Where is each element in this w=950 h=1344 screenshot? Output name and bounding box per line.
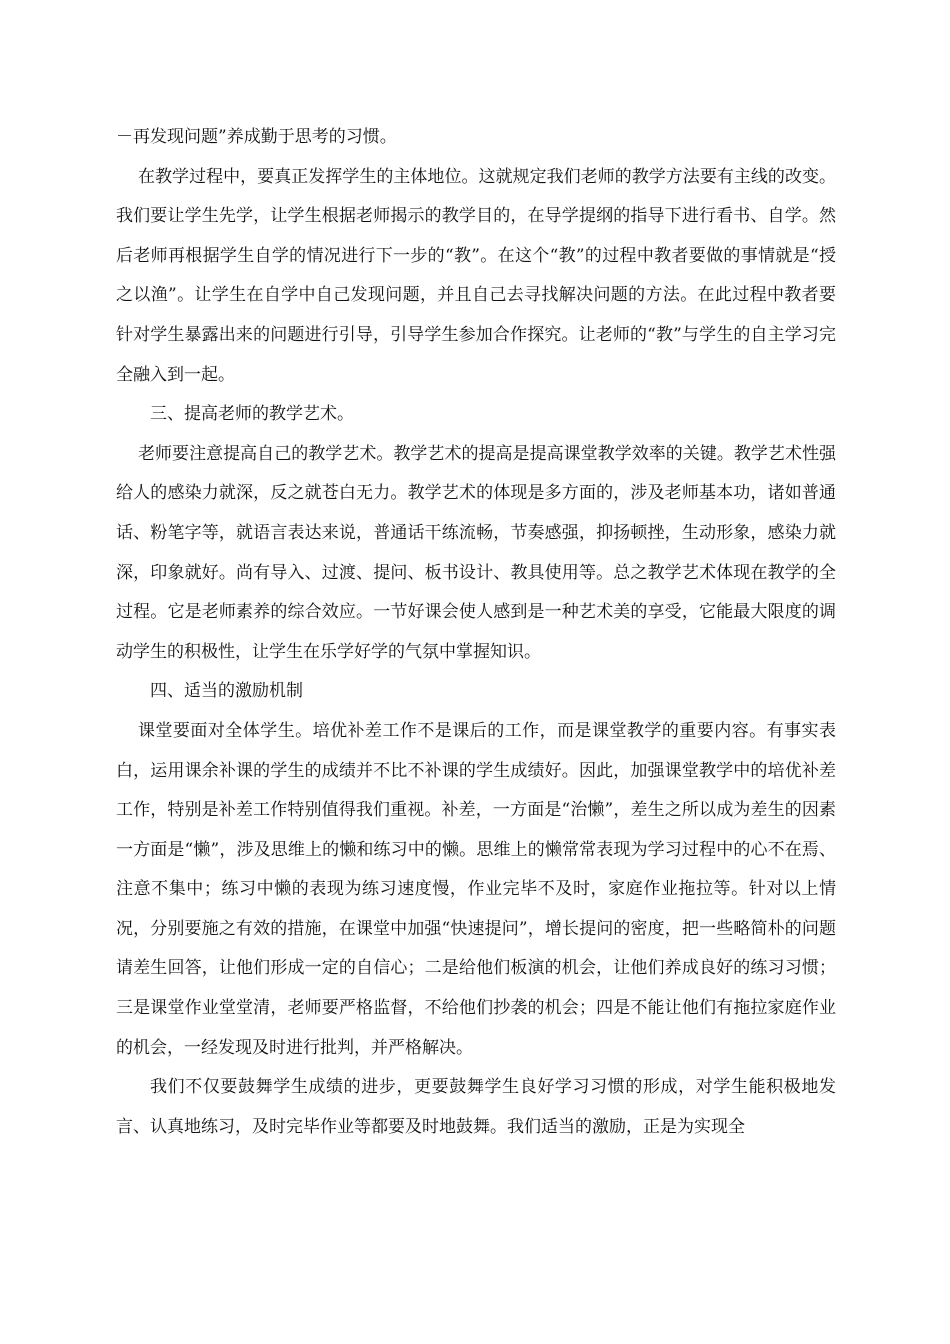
section-heading-incentive: 四、适当的激励机制 [150, 681, 303, 702]
paragraph-remedial-work: 课堂要面对全体学生。培优补差工作不是课后的工作，而是课堂教学的重要内容。有事实表白，运用课余补课的学生的成绩并不比不补课的学生成绩好。因此，加强课堂教学中的培优补差工作，特别是补差工作特别值得我们重视。补差，一方面是“治懒”，差生之所以成为差生的因素一方面是“懒”，涉及思维上的懒和练习中的懒。思维上的懒常常表现为学习过程中的心不在焉、注意不集中；练习中懒的表现为练习速度慢，作业完毕不及时，家庭作业拖拉等。针对以上情况，分别要施之有效的措施，在课堂中加强“快速提问”，增长提问的密度，把一些略简朴的问题请差生回答，让他们形成一定的自信心；二是给他们板演的机会，让他们养成良好的练习习惯；三是课堂作业堂堂清，老师要严格监督，不给他们抄袭的机会；四是不能让他们有拖拉家庭作业的机会，一经发现及时进行批判，并严格解决。 [116, 720, 836, 1058]
paragraph-encouragement: 我们不仅要鼓舞学生成绩的进步，更要鼓舞学生良好学习习惯的形成，对学生能积极地发言、认真地练习，及时完毕作业等都要及时地鼓舞。我们适当的激励，正是为实现全 [116, 1077, 836, 1137]
paragraph-teaching-art: 老师要注意提高自己的教学艺术。教学艺术的提高是提高课堂教学效率的关键。教学艺术性强给人的感染力就深，反之就苍白无力。教学艺术的体现是多方面的，涉及老师基本功，诸如普通话、粉笔字等，就语言表达来说，普通话干练流畅，节奏感强，抑扬顿挫，生动形象，感染力就深，印象就好。尚有导入、过渡、提问、板书设计、教具使用等。总之教学艺术体现在教学的全过程。它是老师素养的综合效应。一节好课会使人感到是一种艺术美的享受，它能最大限度的调动学生的积极性，让学生在乐学好学的气氛中掌握知识。 [116, 443, 836, 662]
paragraph-continuation: －再发现问题”养成勤于思考的习惯。 [116, 127, 397, 147]
section-heading-teaching-art: 三、提高老师的教学艺术。 [150, 404, 354, 425]
paragraph-student-subject: 在教学过程中，要真正发挥学生的主体地位。这就规定我们老师的教学方法要有主线的改变。我们要让学生先学，让学生根据老师揭示的教学目的，在导学提纲的指导下进行看书、自学。然后老师再根据学生自学的情况进行下一步的“教”。在这个“教”的过程中教者要做的事情就是“授之以渔”。让学生在自学中自己发现问题，并且自己去寻找解决问题的方法。在此过程中教者要针对学生暴露出来的问题进行引导，引导学生参加合作探究。让老师的“教”与学生的自主学习完全融入到一起。 [116, 166, 836, 385]
document-body [116, 118, 836, 1147]
